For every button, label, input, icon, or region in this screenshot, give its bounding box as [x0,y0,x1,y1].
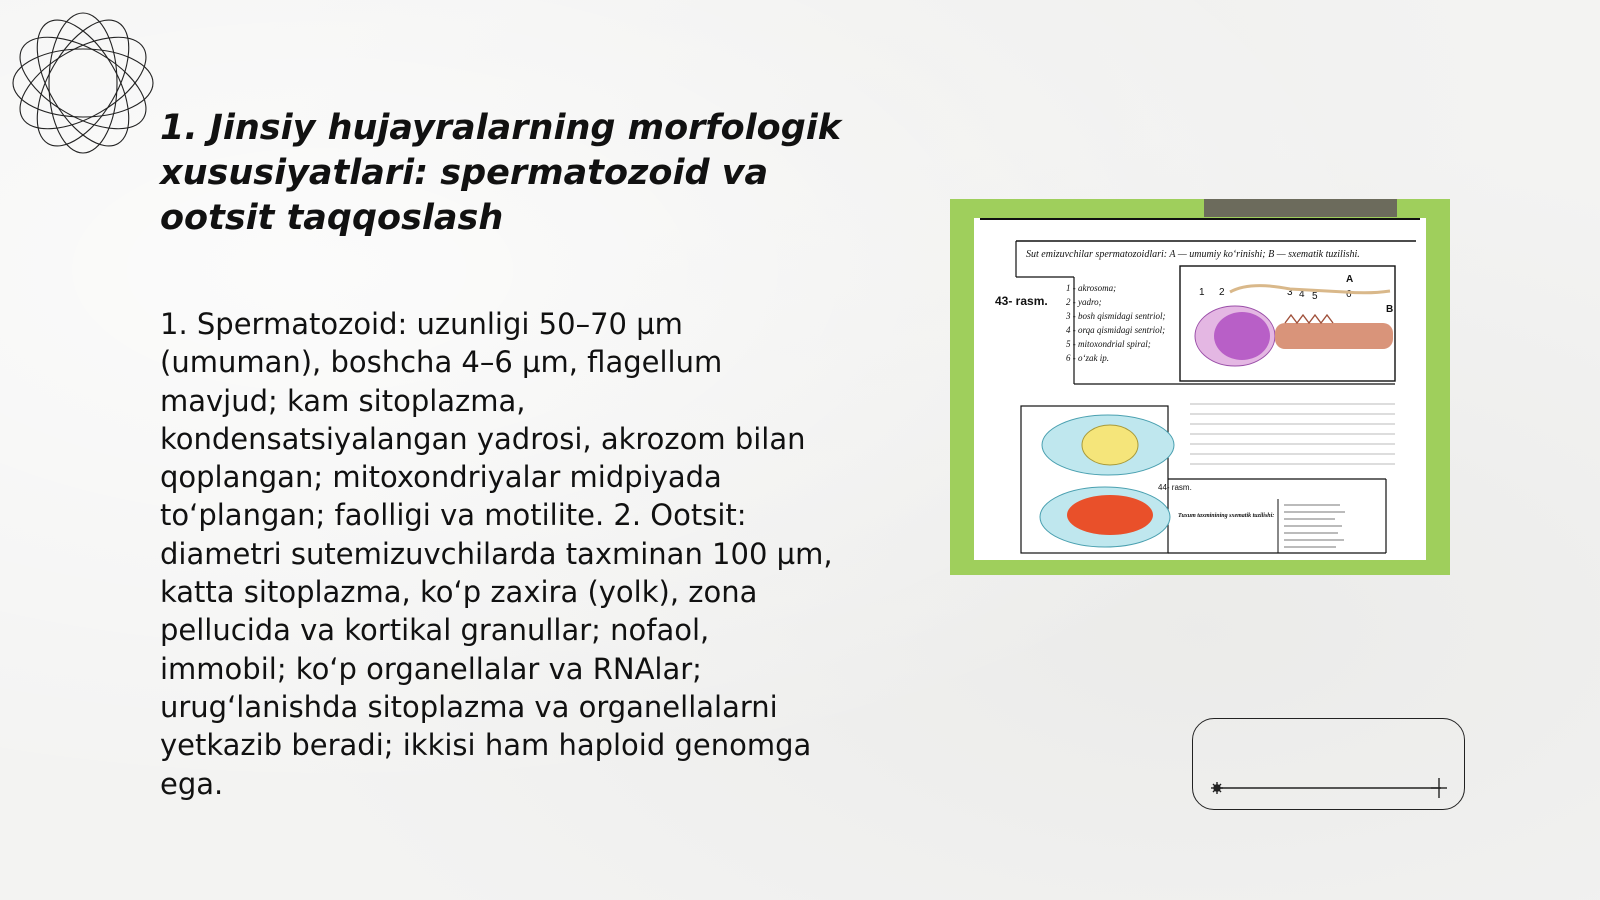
fig44-label: 44- rasm. [1158,483,1192,492]
slide-title: 1. Jinsiy hujayralarning morfologik xususiyatlari: spermatozoid va ootsit taqqoslash [160,108,842,238]
decorative-rings-icon [10,10,156,156]
sun-icon [1211,782,1223,794]
letter-b: B [1386,304,1394,315]
fig43-label: 43- rasm. [995,294,1048,308]
fig44-caption: Tuxum taxminining sxematik tuzilishi: [1178,513,1275,519]
legend-43-item: 2 - yadro; [1066,297,1102,307]
sperm-number: 2 [1219,287,1225,298]
sperm-number: 5 [1312,291,1318,302]
legend-43-item: 3 - bosh qismidagi sentriol; [1066,311,1166,321]
textbook-figure-image [950,199,1450,575]
decorative-slider-frame [1192,718,1465,810]
figure-caption: Sut emizuvchilar spermatozoidlari: A — umumiy ko‘rinishi; B — sxematik tuzilishi. [1026,249,1360,260]
figure-drawing [950,199,1450,575]
sperm-number: 1 [1199,287,1205,298]
sperm-number: 6 [1346,289,1352,300]
letter-a: A [1346,274,1354,285]
legend-43-item: 1 - akrosoma; [1066,283,1117,293]
sperm-number: 4 [1299,289,1305,300]
sparkle-icon [1431,778,1447,798]
legend-43-item: 4 - orqa qismidagi sentriol; [1066,325,1166,335]
slide-body-text: 1. Spermatozoid: uzunligi 50–70 µm (umuman), boshcha 4–6 µm, flagellum mavjud; kam sitoplazma, kondensatsiyalangan yadrosi, akrozom bilan qoplangan; mitoxondriyalar midpiyada to‘plangan; faolligi va motilite. 2. Ootsit: diametri sutemizuvchilarda taxminan 100 µm, katta sitoplazma, ko‘p zaxira (yolk), zona pellucida va kortikal granullar; nofaol, immobil; ko‘p organellalar va RNAlar; urug‘lanishda sitoplazma va organellalarni yetkazib beradi; ikkisi ham haploid genomga ega. [160,307,833,801]
sperm-number: 3 [1287,287,1293,298]
legend-43-item: 5 - mitoxondrial spiral; [1066,339,1151,349]
legend-43-item: 6 - o‘zak ip. [1066,353,1109,363]
